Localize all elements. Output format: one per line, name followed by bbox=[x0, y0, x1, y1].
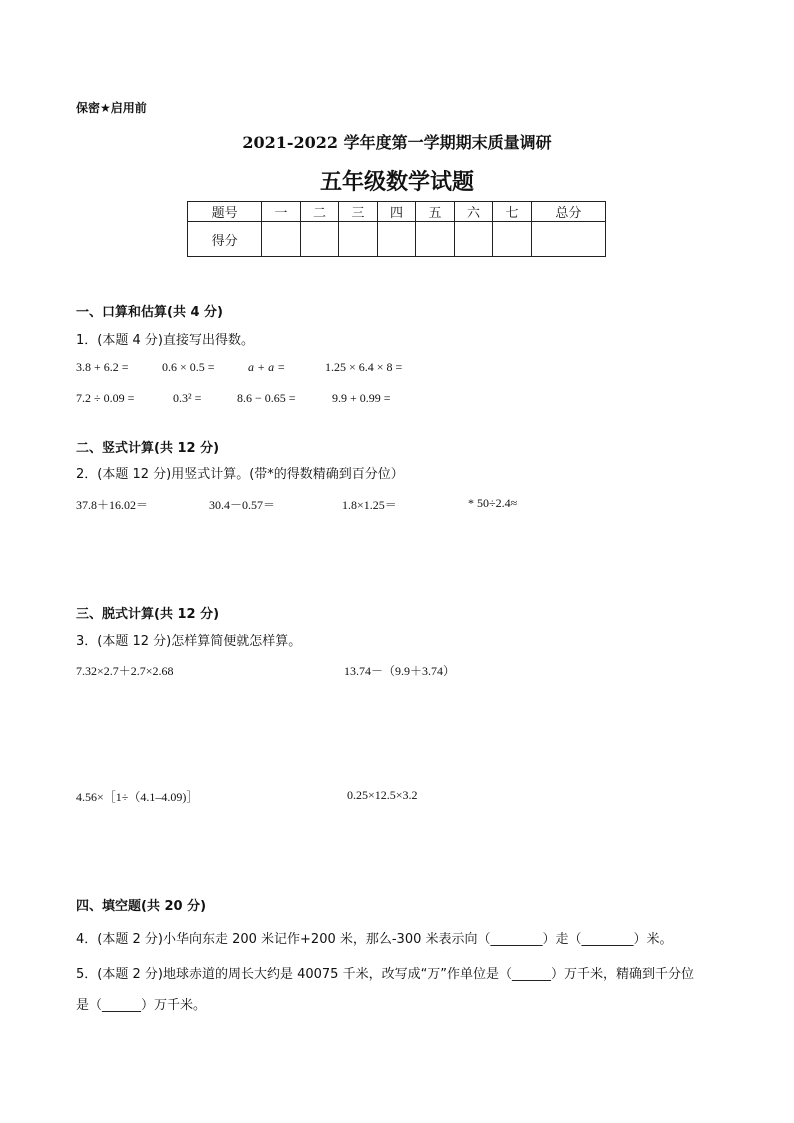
score-input-cell[interactable] bbox=[377, 222, 416, 257]
question-1: 1．(本题 4 分)直接写出得数。 bbox=[76, 333, 254, 348]
oral-calc-item: 7.2 ÷ 0.09 = bbox=[76, 391, 135, 405]
vertical-calc-item: * 50÷2.4≈ bbox=[468, 496, 518, 510]
step-calc-item: 4.56×［1÷（4.1–4.09)］ bbox=[76, 790, 199, 804]
exam-subtitle: 五年级数学试题 bbox=[319, 170, 474, 195]
score-cell: 五 bbox=[416, 202, 455, 222]
score-cell: 二 bbox=[300, 202, 339, 222]
step-calc-item: 13.74－（9.9＋3.74） bbox=[344, 664, 456, 678]
score-cell: 七 bbox=[493, 202, 532, 222]
score-input-cell[interactable] bbox=[300, 222, 339, 257]
vertical-calc-item: 37.8＋16.02＝ bbox=[76, 498, 149, 512]
score-row-label: 得分 bbox=[188, 222, 262, 257]
section-heading-4: 四、填空题(共 20 分) bbox=[76, 899, 207, 914]
step-calc-item: 7.32×2.7＋2.7×2.68 bbox=[76, 664, 174, 678]
score-cell: 题号 bbox=[188, 202, 262, 222]
score-cell: 三 bbox=[339, 202, 378, 222]
score-cell: 四 bbox=[377, 202, 416, 222]
exam-title: 2021-2022 学年度第一学期期末质量调研 bbox=[242, 133, 552, 152]
score-input-cell[interactable] bbox=[262, 222, 301, 257]
score-input-cell[interactable] bbox=[493, 222, 532, 257]
score-cell: 一 bbox=[262, 202, 301, 222]
score-cell: 六 bbox=[454, 202, 493, 222]
score-input-cell[interactable] bbox=[416, 222, 455, 257]
oral-calc-item: 9.9 + 0.99 = bbox=[332, 391, 391, 405]
question-5-line-1: 5．(本题 2 分)地球赤道的周长大约是 40075 千米，改写成“万”作单位是（______）万千米，精确到千分位 bbox=[76, 967, 695, 982]
score-input-cell[interactable] bbox=[531, 222, 605, 257]
confidential-label: 保密★启用前 bbox=[76, 101, 147, 115]
step-calc-item: 0.25×12.5×3.2 bbox=[347, 788, 418, 802]
score-input-cell[interactable] bbox=[339, 222, 378, 257]
question-3: 3．(本题 12 分)怎样算简便就怎样算。 bbox=[76, 634, 302, 649]
score-table bbox=[187, 201, 606, 257]
score-table-header-row bbox=[188, 202, 606, 222]
vertical-calc-item: 1.8×1.25＝ bbox=[342, 498, 397, 512]
section-heading-2: 二、竖式计算(共 12 分) bbox=[76, 441, 220, 456]
vertical-calc-item: 30.4－0.57＝ bbox=[209, 498, 276, 512]
section-heading-3: 三、脱式计算(共 12 分) bbox=[76, 607, 220, 622]
oral-calc-item: 1.25 × 6.4 × 8 = bbox=[325, 360, 403, 374]
score-cell: 总分 bbox=[531, 202, 605, 222]
oral-calc-item: a + a = bbox=[248, 360, 286, 374]
question-4: 4．(本题 2 分)小华向东走 200 米记作+200 米，那么-300 米表示向（________）走（________）米。 bbox=[76, 932, 673, 947]
score-input-cell[interactable] bbox=[454, 222, 493, 257]
question-2: 2．(本题 12 分)用竖式计算。(带*的得数精确到百分位） bbox=[76, 467, 404, 482]
score-table-score-row bbox=[188, 222, 606, 257]
section-heading-1: 一、口算和估算(共 4 分) bbox=[76, 305, 223, 320]
oral-calc-item: 0.6 × 0.5 = bbox=[162, 360, 215, 374]
oral-calc-item: 3.8 + 6.2 = bbox=[76, 360, 129, 374]
question-5-line-2: 是（______）万千米。 bbox=[76, 998, 207, 1013]
oral-calc-item: 8.6 − 0.65 = bbox=[237, 391, 296, 405]
oral-calc-item: 0.3² = bbox=[173, 391, 202, 405]
